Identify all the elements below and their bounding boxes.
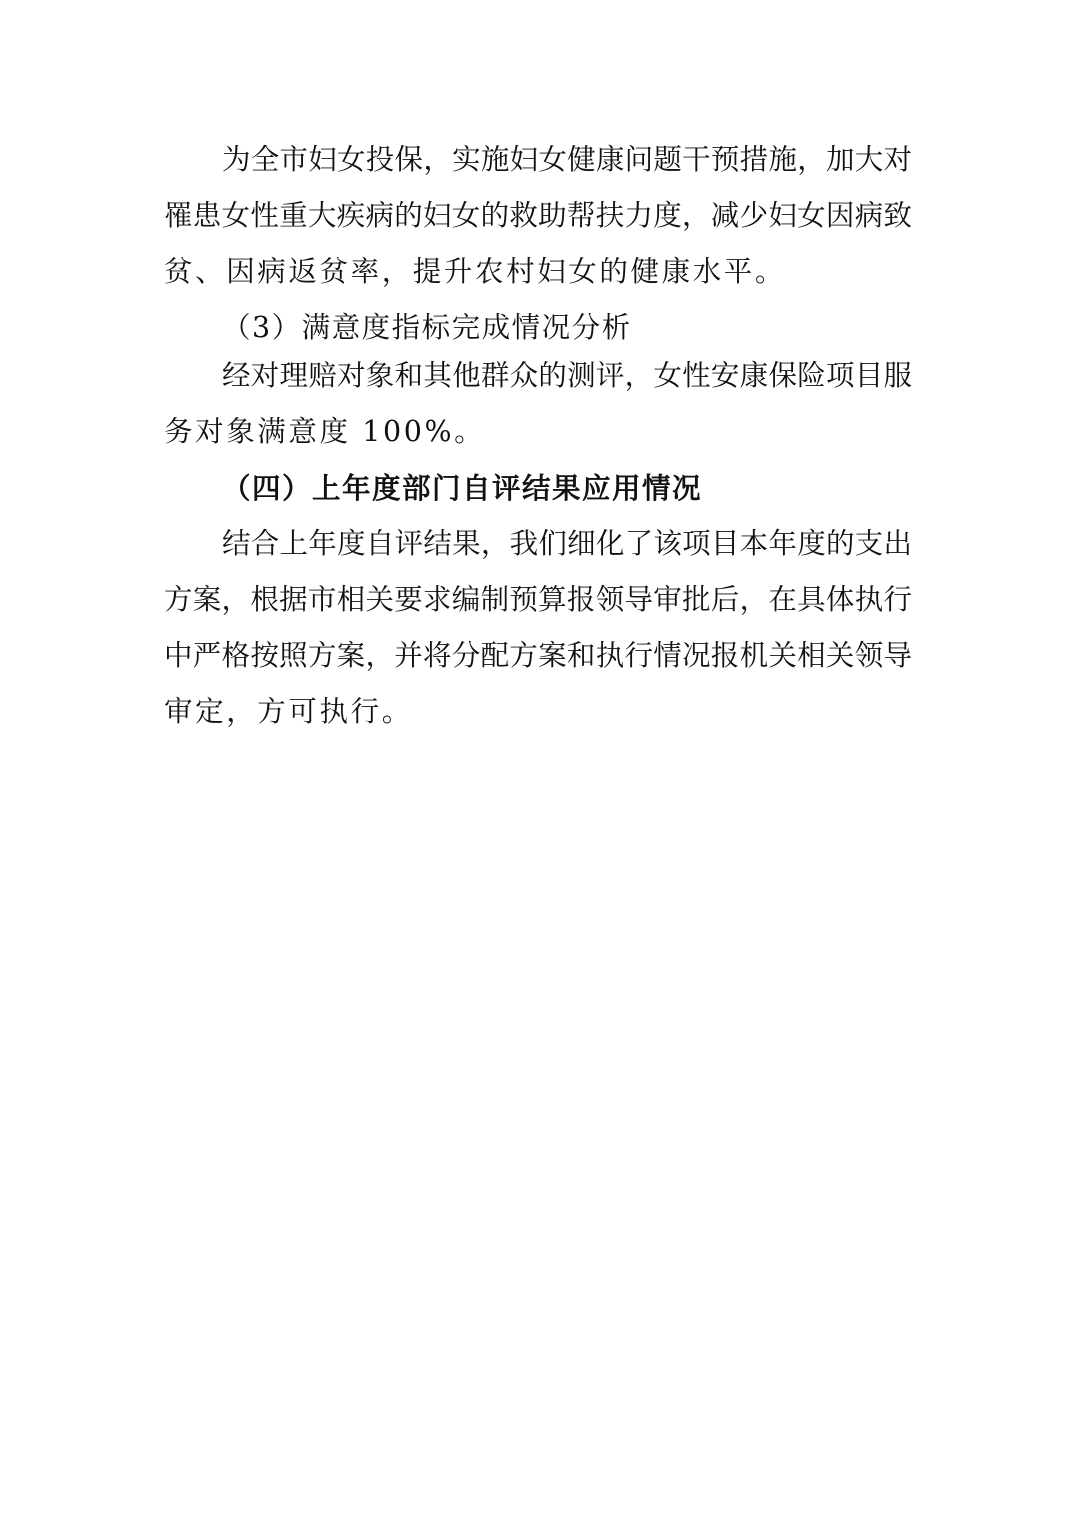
paragraph-1-line-1: 为全市妇女投保，实施妇女健康问题干预措施，加大对: [222, 143, 912, 176]
subheading-satisfaction-analysis: （3）满意度指标完成情况分析: [222, 311, 632, 344]
paragraph-2-line-2: 务对象满意度 100%。: [164, 415, 486, 448]
paragraph-1-line-3: 贫、因病返贫率，提升农村妇女的健康水平。: [164, 255, 787, 288]
paragraph-3-line-3: 中严格按照方案，并将分配方案和执行情况报机关相关领导: [164, 639, 912, 672]
paragraph-2-line-1: 经对理赔对象和其他群众的测评，女性安康保险项目服: [222, 359, 912, 392]
paragraph-3-line-4: 审定，方可执行。: [164, 695, 413, 728]
paragraph-3-line-2: 方案，根据市相关要求编制预算报领导审批后，在具体执行: [164, 583, 912, 616]
paragraph-3-line-1: 结合上年度自评结果，我们细化了该项目本年度的支出: [222, 527, 912, 560]
paragraph-1-line-2: 罹患女性重大疾病的妇女的救助帮扶力度，减少妇女因病致: [164, 199, 912, 232]
section-heading-4: （四）上年度部门自评结果应用情况: [222, 471, 703, 505]
